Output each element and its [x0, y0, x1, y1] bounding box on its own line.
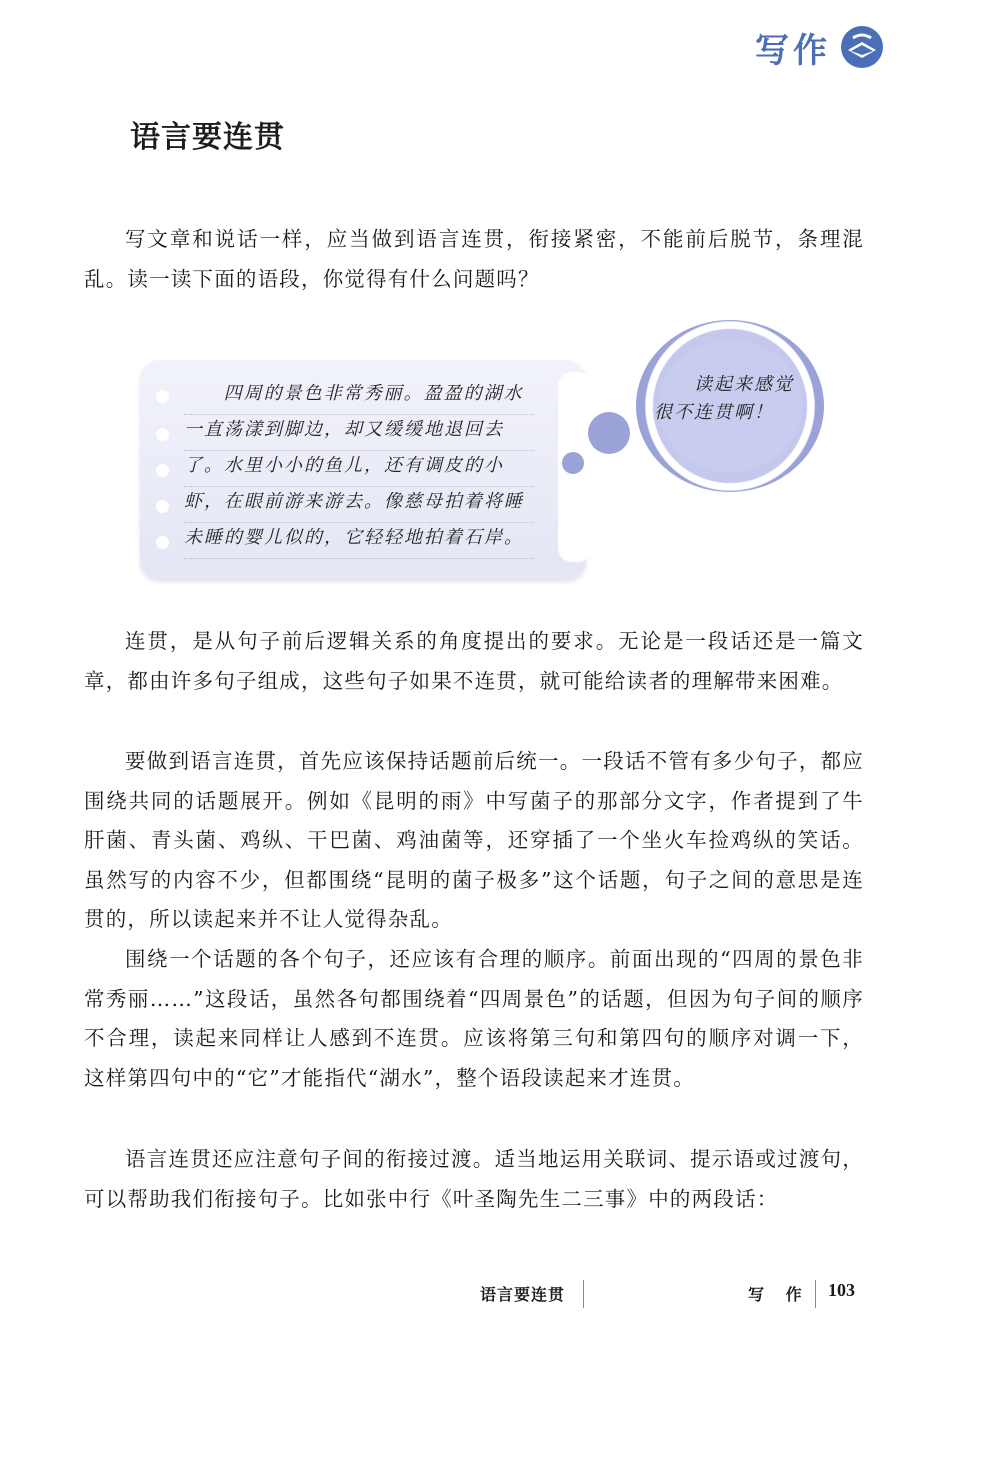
bubble-text-line1: 读起来感觉 — [694, 374, 794, 395]
footer-divider — [583, 1280, 584, 1308]
body-paragraph: 要做到语言连贯，首先应该保持话题前后统一。一段话不管有多少句子，都应围绕共同的话题展开。例如《昆明的雨》中写菌子的那部分文字，作者提到了牛肝菌、青头菌、鸡纵、干巴菌、鸡油菌等，还穿插了一个坐火车捡鸡纵的笑话。虽然写的内容不少，但都围绕“昆明的菌子极多”这个话题，句子之间的意思是连贯的，所以读起来并不让人觉得杂乱。 — [84, 749, 864, 931]
bubble-text-line2: 很不连贯啊！ — [654, 402, 774, 423]
thought-bubble-dot-small — [562, 452, 584, 474]
section-mark — [755, 22, 885, 72]
body-paragraph: 连贯，是从句子前后逻辑关系的角度提出的要求。无论是一段话还是一篇文章，都由许多句子组成，这些句子如果不连贯，就可能给读者的理解带来困难。 — [84, 629, 864, 693]
thought-bubble — [636, 320, 824, 492]
example-note-card — [140, 360, 586, 580]
intro-paragraph: 写文章和说话一样，应当做到语言连贯，衔接紧密，不能前后脱节，条理混乱。读一读下面的语段，你觉得有什么问题吗？ — [84, 227, 864, 291]
thought-bubble-dot-medium — [588, 412, 630, 454]
footer-lesson-title: 语言要连贯 — [480, 1285, 566, 1304]
footer-divider — [815, 1280, 816, 1308]
body-paragraph: 围绕一个话题的各个句子，还应该有合理的顺序。前面出现的“四周的景色非常秀丽……”这段话，虽然各句都围绕着“四周景色”的话题，但因为句子间的顺序不合理，读起来同样让人感到不连贯。应该将第三句和第四句的顺序对调一下，这样第四句中的“它”才能指代“湖水”，整个语段读起来才连贯。 — [84, 947, 864, 1090]
page-number: 103 — [828, 1280, 855, 1300]
body-paragraph: 语言连贯还应注意句子间的衔接过渡。适当地运用关联词、提示语或过渡句，可以帮助我们衔接句子。比如张中行《叶圣陶先生二三事》中的两段话： — [84, 1147, 864, 1211]
footer-section: 写 作 — [748, 1285, 810, 1304]
example-note-text: 四周的景色非常秀丽。盈盈的湖水一直荡漾到脚边，却又缓缓地退回去了。水里小小的鱼儿，还有调皮的小虾，在眼前游来游去。像慈母拍着将睡未睡的婴儿似的，它轻轻地拍着石岸。 — [184, 383, 524, 548]
book-globe-icon — [839, 24, 885, 70]
section-label: 写作 — [755, 30, 831, 71]
page-title: 语言要连贯 — [130, 120, 285, 155]
